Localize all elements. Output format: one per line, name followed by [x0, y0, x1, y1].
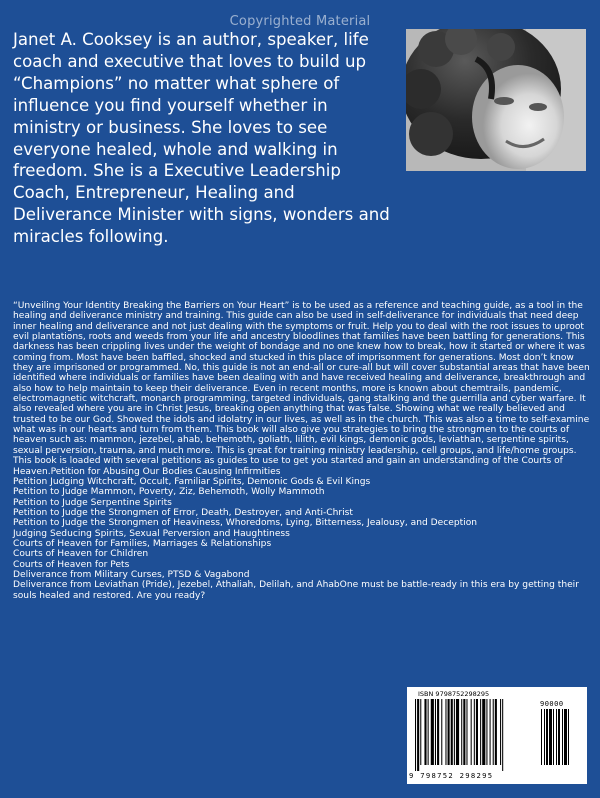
description-line: Petition to Judge Mammon, Poverty, Ziz, Behemoth, Wolly Mammoth: [13, 487, 325, 498]
description-line: Petition to Judge the Strongmen of Heaviness, Whoredoms, Lying, Bitterness, Jealousy, and Deception: [13, 518, 478, 529]
barcode-addon-number: 90000: [540, 700, 564, 708]
description-line: Courts of Heaven for Pets: [13, 559, 130, 570]
description-line: Petition to Judge Serpentine Spirits: [13, 497, 172, 508]
description-line: Petition to Judge the Strongmen of Error, Death, Destroyer, and Anti-Christ: [13, 507, 353, 518]
author-photo-image: [406, 29, 586, 171]
barcode-bars: [415, 699, 579, 771]
isbn-label: ISBN 9798752298295: [418, 690, 490, 698]
barcode-digits: 9 798752 298295: [409, 771, 494, 780]
description-line: Petition Judging Witchcraft, Occult, Familiar Spirits, Demonic Gods & Evil Kings: [13, 476, 371, 487]
description-line: Deliverance from Leviathan (Pride), Jezebel, Athaliah, Delilah, and AhabOne must be battle-ready in this era by getting their souls healed and restored. Are you ready?: [13, 580, 579, 601]
author-bio: Janet A. Cooksey is an author, speaker, life coach and executive that loves to build up “Champions” no matter what sphere of influence you find yourself whether in ministry or business. She loves to see everyone healed, whole and walking in freedom. She is a Executive Leadership Coach, Entrepreneur, Healing and Deliverance Minister with signs, wonders and miracles following.: [13, 30, 390, 247]
watermark: Copyrighted Material: [229, 14, 371, 29]
description-line: Deliverance from Military Curses, PTSD & Vagabond: [13, 569, 250, 580]
book-description: [13, 301, 591, 601]
description-paragraph: “Unveiling Your Identity Breaking the Barriers on Your Heart” is to be used as a reference and teaching guide, as a tool in the healing and deliverance ministry and training. This guide can also be used in self-deliverance for individuals that need deep inner healing and deliverance and not just dealing with the symptoms or fruit. Help you to deal with the root issues to uproot evil plantations, roots and weeds from your life and ancestry bloodlines that families have been battling for generations. This darkness has been crippling lives under the weight of bondage and no one knew how to break, how it started or where it was coming from. Most have been baffled, shocked and stucked in this place of imprisonment for generations. Most don’t know they are imprisoned or programmed. No, this guide is not an end-all or cure-all but will cover substantial areas that have been identified where individuals or families have been dealing with and have received healing and deliverance, breakthrough and also how to help maintain to keep their deliverance. Even in recent months, more is known about chemtrails, pandemic, electromagnetic witchcraft, monarch programming, targeted individuals, gang stalking and the guerrilla and cyber warfare. It also revealed where you are in Christ Jesus, breaking open anything that was false. Showing what we really believed and trusted to be our God. Showed the idols and idolatry in our lives, as well as in the church. This was also a time to self-examine what was in our hearts and turn from them. This book will also give you strategies to bring the strongmen to the courts of heaven such as: mammon, jezebel, ahab, behemoth, goliath, lilith, evil kings, demonic gods, leviathan, serpentine spirits, sexual perversion, trauma, and much more. This is great for training ministry leadership, cell groups, and life/home groups. This book is loaded with several petitions as guides to use to get you started and gain an understanding of the Courts of Heaven.Petition for Abusing Our Bodies Causing Infirmities: [13, 301, 590, 477]
description-line: Courts of Heaven for Children: [13, 549, 149, 560]
author-photo: [406, 29, 586, 171]
description-line: Judging Seducing Spirits, Sexual Perversion and Haughtiness: [13, 528, 290, 539]
barcode: [407, 687, 587, 784]
description-line: Courts of Heaven for Families, Marriages & Relationships: [13, 538, 272, 549]
